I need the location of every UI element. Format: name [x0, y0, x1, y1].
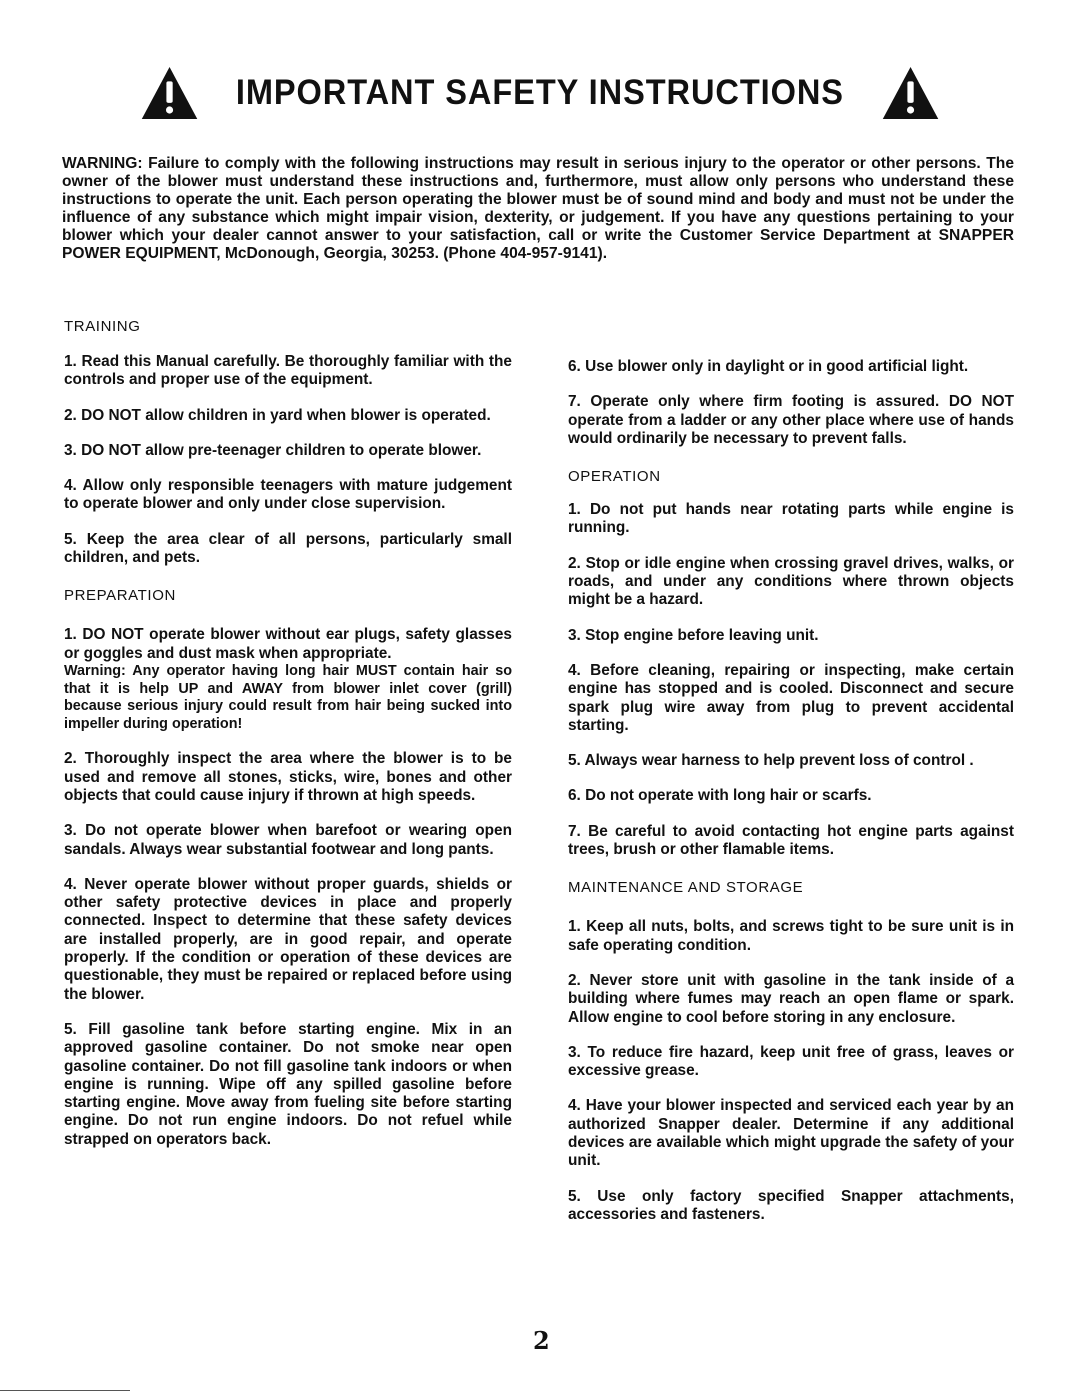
preparation-item: 2. Thoroughly inspect the area where the blower is to be used and remove all stones, sticks, wire, bones and other objects that could cause injury if thrown at high speeds.	[64, 750, 512, 804]
maintenance-item: 1. Keep all nuts, bolts, and screws tight to be sure unit is in safe operating condition.	[568, 918, 1014, 954]
operation-item: 2. Stop or idle engine when crossing gravel drives, walks, or roads, and under any conditions where thrown objects might be a hazard.	[568, 554, 1014, 609]
training-item: 6. Use blower only in daylight or in good artificial light.	[568, 358, 969, 375]
training-item: 3. DO NOT allow pre-teenager children to operate blower.	[64, 441, 482, 459]
training-item: 4. Allow only responsible teenagers with mature judgement to operate blower and only under close supervision.	[64, 477, 512, 513]
operation-item: 7. Be careful to avoid contacting hot engine parts against trees, brush or other flamable items.	[568, 822, 1014, 859]
training-item: 1. Read this Manual carefully. Be thoroughly familiar with the controls and proper use of the equipment.	[64, 353, 512, 389]
page-title: IMPORTANT SAFETY INSTRUCTIONS	[235, 73, 845, 112]
operation-item: 4. Before cleaning, repairing or inspecting, make certain engine has stopped and is cooled. Disconnect and secure spark plug wire away from plug to prevent accidental starting.	[568, 661, 1014, 734]
maintenance-item: 5. Use only factory specified Snapper attachments, accessories and fasteners.	[568, 1187, 1014, 1223]
training-item: 5. Keep the area clear of all persons, particularly small children, and pets.	[64, 530, 512, 567]
preparation-item-text: 1. DO NOT operate blower without ear plugs, safety glasses or goggles and dust mask when appropriate.	[64, 626, 512, 662]
warning-triangle-icon	[881, 62, 940, 124]
warning-triangle-icon	[140, 62, 199, 124]
training-item: 7. Operate only where firm footing is assured. DO NOT operate from a ladder or any other place where use of hands would ordinarily be necessary to prevent falls.	[568, 393, 1014, 447]
operation-item: 3. Stop engine before leaving unit.	[568, 626, 819, 644]
maintenance-item: 3. To reduce fire hazard, keep unit free of grass, leaves or excessive grease.	[568, 1043, 1014, 1080]
preparation-warning-note: Warning: Any operator having long hair MUST contain hair so that it is help UP and AWAY from blower inlet cover (grill) because serious injury could result from hair being sucked into impeller during operation!	[64, 662, 512, 732]
maintenance-heading: MAINTENANCE AND STORAGE	[568, 879, 804, 897]
page-number: 2	[533, 1326, 550, 1355]
warning-intro: WARNING: Failure to comply with the following instructions may result in serious injury to the operator or other persons. The owner of the blower must understand these instructions and, furthermore, must allow only persons who understand these instructions to operate the unit. Each person operating the blower must be of sound mind and body and must not be under the influence of any substance which might impair vision, dexterity, or judgement. If you have any questions pertaining to your blower which your dealer cannot answer to your satisfaction, call or write the Customer Service Department at SNAPPER POWER EQUIPMENT, McDonough, Georgia, 30253. (Phone 404-957-9141).	[62, 155, 1014, 262]
preparation-heading: PREPARATION	[64, 587, 176, 605]
training-heading: TRAINING	[64, 318, 141, 335]
preparation-item: 5. Fill gasoline tank before starting engine. Mix in an approved gasoline container. Do not smoke near open gasoline container. Do not fill gasoline tank indoors or when engine is running. Wipe off any spilled gasoline before starting engine. Move away from fueling site before starting engine. Do not run engine indoors. Do not refuel while strapped on operators back.	[64, 1020, 512, 1148]
operation-item: 5. Always wear harness to help prevent loss of control .	[568, 752, 974, 770]
page-header	[140, 58, 940, 128]
preparation-item	[64, 626, 512, 733]
training-item: 2. DO NOT allow children in yard when blower is operated.	[64, 406, 491, 424]
maintenance-item: 4. Have your blower inspected and serviced each year by an authorized Snapper dealer. Determine if any additional devices are available which might upgrade the safety of your unit.	[568, 1097, 1014, 1170]
maintenance-item: 2. Never store unit with gasoline in the tank inside of a building where fumes may reach an open flame or spark. Allow engine to cool before storing in any enclosure.	[568, 971, 1014, 1026]
right-column	[568, 358, 1014, 1241]
left-column	[64, 318, 512, 1166]
operation-heading: OPERATION	[568, 468, 661, 486]
preparation-item: 4. Never operate blower without proper guards, shields or other safety protective devices in place and properly connected. Inspect to determine that these safety devices are installed properly, are in good repair, and operate properly. If the condition or operation of these devices are questionable, they must be repaired or replaced before using the blower.	[64, 875, 512, 1003]
bottom-rule	[0, 1390, 130, 1391]
operation-item: 6. Do not operate with long hair or scarfs.	[568, 787, 872, 805]
preparation-item: 3. Do not operate blower when barefoot or wearing open sandals. Always wear substantial footwear and long pants.	[64, 822, 512, 858]
operation-item: 1. Do not put hands near rotating parts while engine is running.	[568, 501, 1014, 537]
